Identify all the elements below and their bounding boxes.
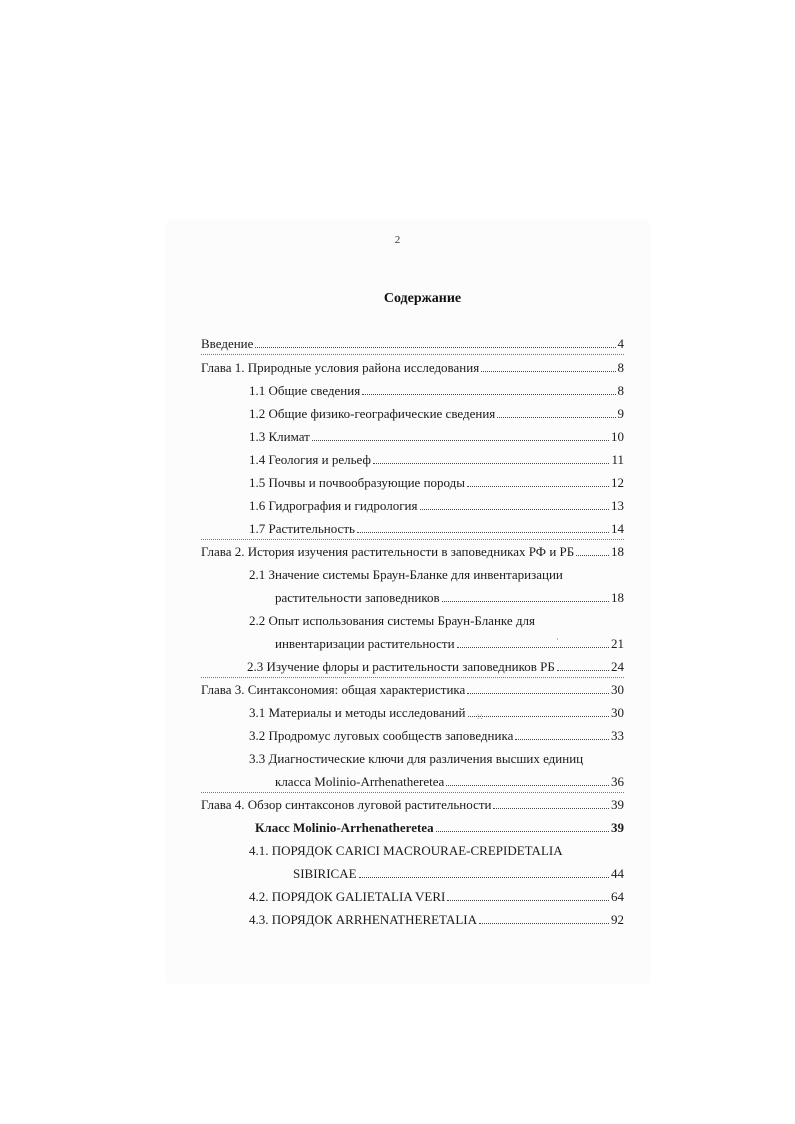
dot-leader — [373, 453, 610, 464]
dot-leader — [312, 430, 609, 441]
toc-label: 4.3. ПОРЯДОК ARRHENATHERETALIA — [249, 912, 478, 927]
toc-entry-2-3[interactable] — [247, 659, 624, 675]
toc-page: 18 — [611, 590, 624, 605]
dot-leader — [576, 545, 609, 556]
dot-leader — [447, 890, 609, 901]
toc-entry-class[interactable] — [255, 820, 624, 836]
page-number: 2 — [394, 234, 401, 246]
toc-page: 92 — [611, 912, 624, 927]
dot-leader — [420, 499, 610, 510]
toc-entry-1-4[interactable] — [249, 452, 624, 468]
toc-label: Введение — [201, 336, 254, 351]
toc-entry-3-1[interactable] — [249, 705, 624, 721]
separator — [201, 354, 624, 355]
dot-leader — [479, 913, 609, 924]
toc-page: 11 — [611, 452, 624, 467]
dot-leader — [357, 522, 609, 533]
toc-entry-2-1[interactable] — [275, 590, 624, 606]
dot-leader — [557, 660, 609, 671]
toc-page: 4 — [617, 336, 624, 351]
toc-page: 44 — [611, 866, 624, 881]
toc-label: 1.1 Общие сведения — [249, 383, 361, 398]
toc-page: 36 — [611, 774, 624, 789]
toc-label: класса Molinio-Arrhenatheretea — [275, 774, 445, 789]
toc-entry-1-6[interactable] — [249, 498, 624, 514]
toc-entry-4-1-line1[interactable]: 4.1. ПОРЯДОК CARICI MACROURAE-CREPIDETALIA — [249, 843, 563, 858]
toc-entry-4-3[interactable] — [249, 912, 624, 928]
scan-speck: ⁙ — [476, 712, 484, 722]
toc-entry-3-3[interactable] — [275, 774, 624, 790]
toc-label: Глава 1. Природные условия района исследования — [201, 360, 480, 375]
toc-page: 12 — [611, 475, 624, 490]
toc-entry-1-5[interactable] — [249, 475, 624, 491]
dot-leader — [515, 729, 609, 740]
toc-entry-chapter-2[interactable] — [201, 544, 624, 560]
dot-leader — [467, 683, 609, 694]
toc-page: 10 — [611, 429, 624, 444]
toc-label: растительности заповедников — [275, 590, 440, 605]
toc-label: 3.2 Продромус луговых сообществ заповедника — [249, 728, 514, 743]
toc-page: 8 — [617, 360, 624, 375]
scan-speck: · — [556, 634, 559, 644]
dot-leader — [442, 591, 609, 602]
dot-leader — [493, 798, 609, 809]
toc-entry-2-2[interactable] — [275, 636, 624, 652]
toc-label: 1.5 Почвы и почвообразующие породы — [249, 475, 466, 490]
toc-label: Глава 2. История изучения растительности в заповедниках РФ и РБ — [201, 544, 575, 559]
toc-page: 14 — [611, 521, 624, 536]
toc-label: инвентаризации растительности — [275, 636, 455, 651]
toc-entry-chapter-1[interactable] — [201, 360, 624, 376]
page-title: Содержание — [383, 291, 462, 306]
dot-leader — [467, 476, 609, 487]
toc-entry-1-7[interactable] — [249, 521, 624, 537]
toc-page: 21 — [611, 636, 624, 651]
toc-entry-2-1-line1[interactable]: 2.1 Значение системы Браун-Бланке для инвентаризации — [249, 567, 563, 582]
dot-leader — [255, 337, 615, 348]
toc-page: 30 — [611, 705, 624, 720]
dot-leader — [362, 384, 615, 395]
separator — [201, 792, 624, 793]
toc-label: 3.1 Материалы и методы исследований — [249, 705, 466, 720]
toc-entry-chapter-3[interactable] — [201, 682, 624, 698]
toc-entry-intro[interactable] — [201, 336, 624, 352]
dot-leader — [436, 821, 609, 832]
toc-page: 24 — [611, 659, 624, 674]
toc-label: Класс Molinio-Arrhenatheretea — [255, 820, 434, 835]
toc-label: 1.6 Гидрография и гидрология — [249, 498, 418, 513]
toc-page: 18 — [611, 544, 624, 559]
dot-leader — [497, 407, 615, 418]
toc-entry-2-2-line1[interactable]: 2.2 Опыт использования системы Браун-Бланке для — [249, 613, 535, 628]
toc-label: 1.3 Климат — [249, 429, 310, 444]
toc-page: 13 — [611, 498, 624, 513]
dot-leader — [446, 775, 609, 786]
toc-page: 9 — [617, 406, 624, 421]
toc-label: 4.2. ПОРЯДОК GALIETALIA VERI — [249, 889, 446, 904]
toc-entry-1-3[interactable] — [249, 429, 624, 445]
toc-page: 33 — [611, 728, 624, 743]
toc-label: Глава 3. Синтаксономия: общая характеристика — [201, 682, 466, 697]
toc-label: 1.7 Растительность — [249, 521, 355, 536]
dot-leader — [359, 867, 609, 878]
toc-entry-1-2[interactable] — [249, 406, 624, 422]
toc-entry-4-1[interactable] — [293, 866, 624, 882]
separator — [201, 539, 624, 540]
toc-page: 39 — [611, 820, 624, 835]
toc-entry-3-2[interactable] — [249, 728, 624, 744]
toc-page: 39 — [611, 797, 624, 812]
dot-leader — [457, 637, 609, 648]
toc-page: 8 — [617, 383, 624, 398]
dot-leader — [468, 706, 610, 717]
toc-page: 30 — [611, 682, 624, 697]
dot-leader — [481, 361, 615, 372]
toc-label: 1.4 Геология и рельеф — [249, 452, 371, 467]
toc-entry-3-3-line1[interactable]: 3.3 Диагностические ключи для различения высших единиц — [249, 751, 584, 766]
toc-label: 2.3 Изучение флоры и растительности заповедников РБ — [247, 659, 555, 674]
separator — [201, 677, 624, 678]
toc-entry-4-2[interactable] — [249, 889, 624, 905]
toc-label: 1.2 Общие физико-географические сведения — [249, 406, 496, 421]
toc-label: SIBIRICAE — [293, 866, 357, 881]
toc-page: 64 — [611, 889, 624, 904]
toc-entry-chapter-4[interactable] — [201, 797, 624, 813]
toc-entry-1-1[interactable] — [249, 383, 624, 399]
toc-label: Глава 4. Обзор синтаксонов луговой растительности — [201, 797, 492, 812]
